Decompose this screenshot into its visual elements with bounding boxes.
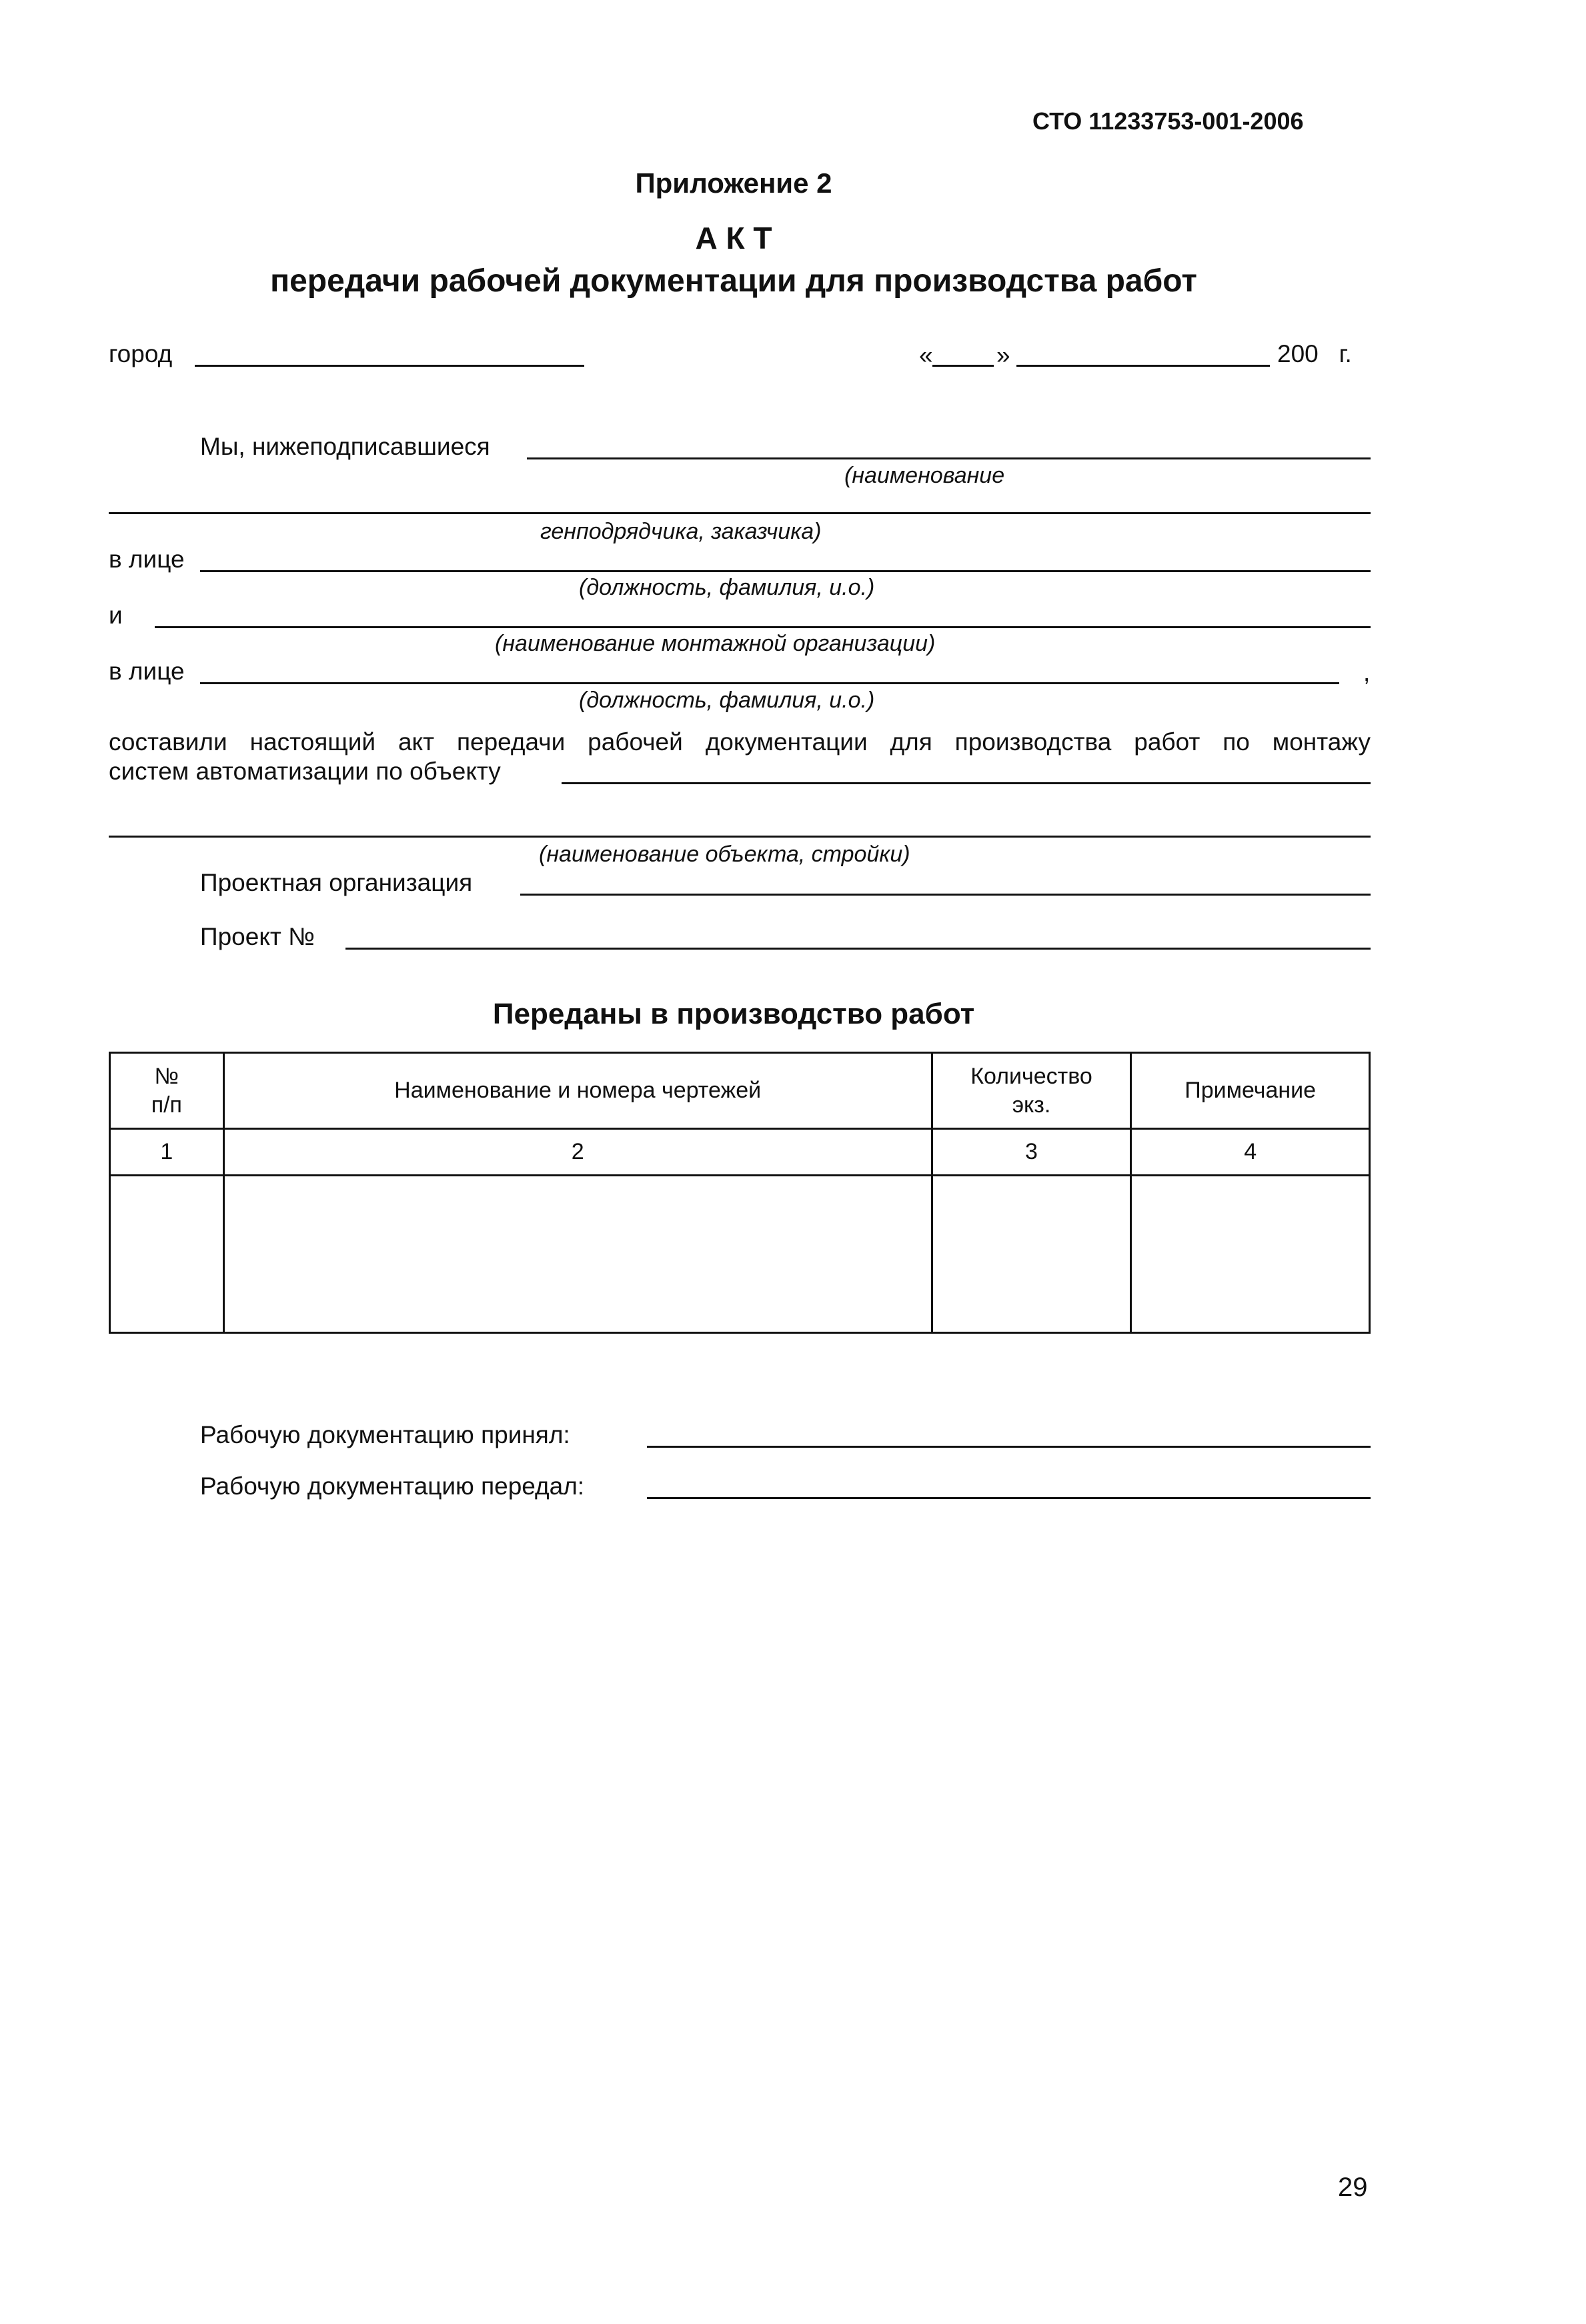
act-body-line-2: систем автоматизации по объекту	[109, 758, 501, 785]
act-title: А К Т	[695, 221, 772, 255]
page-number: 29	[1338, 2173, 1368, 2202]
general-contractor-field[interactable]	[109, 512, 1371, 514]
hint-object: (наименование объекта, стройки)	[539, 842, 910, 867]
date-day-field[interactable]	[932, 365, 994, 367]
object-name-field[interactable]	[109, 836, 1371, 838]
date-open-quote: «	[919, 341, 933, 369]
table-column-numbers-row	[110, 1129, 1370, 1176]
table-header-row	[110, 1053, 1370, 1129]
date-month-field[interactable]	[1016, 365, 1270, 367]
document-code: СТО 11233753-001-2006	[1032, 107, 1304, 135]
in-person-label-2: в лице	[109, 658, 185, 685]
received-label: Рабочую документацию принял:	[200, 1421, 570, 1448]
object-field[interactable]	[562, 782, 1371, 784]
project-no-label: Проект №	[200, 923, 315, 950]
project-no-field[interactable]	[345, 948, 1371, 950]
city-field[interactable]	[195, 365, 584, 367]
year-label: 200 г.	[1277, 340, 1352, 367]
design-org-field[interactable]	[520, 894, 1371, 896]
column-number-3: 3	[932, 1129, 1131, 1176]
undersigned-field[interactable]	[527, 457, 1371, 459]
table-row	[110, 1176, 1370, 1333]
undersigned-label: Мы, нижеподписавшиеся	[200, 433, 490, 460]
column-number-2: 2	[223, 1129, 932, 1176]
cell-number[interactable]	[110, 1176, 224, 1333]
hint-install-org: (наименование монтажной организации)	[495, 631, 936, 656]
cell-drawings[interactable]	[223, 1176, 932, 1333]
hint-general-contractor: генподрядчика, заказчика)	[540, 519, 822, 544]
date-close-quote: »	[996, 341, 1010, 369]
header-note: Примечание	[1131, 1053, 1370, 1129]
install-org-field[interactable]	[155, 626, 1371, 628]
person-1-field[interactable]	[200, 570, 1371, 572]
hint-position-2: (должность, фамилия, и.о.)	[579, 688, 875, 713]
and-label: и	[109, 602, 123, 629]
comma: ,	[1363, 659, 1371, 686]
column-number-1: 1	[110, 1129, 224, 1176]
appendix-title: Приложение 2	[635, 167, 832, 199]
act-subject: передачи рабочей документации для производства работ	[270, 263, 1197, 299]
column-number-4: 4	[1131, 1129, 1370, 1176]
design-org-label: Проектная организация	[200, 869, 473, 896]
hint-position-1: (должность, фамилия, и.о.)	[579, 575, 875, 600]
section-title: Переданы в производство работ	[492, 998, 975, 1030]
header-drawings: Наименование и номера чертежей	[223, 1053, 932, 1129]
in-person-label-1: в лице	[109, 545, 185, 573]
city-label: город	[109, 340, 173, 367]
hint-name: (наименование	[844, 463, 1005, 488]
cell-note[interactable]	[1131, 1176, 1370, 1333]
person-2-field[interactable]	[200, 682, 1339, 684]
header-quantity: Количество экз.	[932, 1053, 1131, 1129]
transferred-label: Рабочую документацию передал:	[200, 1472, 585, 1500]
header-number: № п/п	[110, 1053, 224, 1129]
documents-table	[109, 1052, 1371, 1334]
received-signature-field[interactable]	[647, 1446, 1371, 1448]
act-body-line-1: составили настоящий акт передачи рабочей документации для производства работ по монтажу	[109, 728, 1371, 756]
transferred-signature-field[interactable]	[647, 1497, 1371, 1499]
cell-quantity[interactable]	[932, 1176, 1131, 1333]
